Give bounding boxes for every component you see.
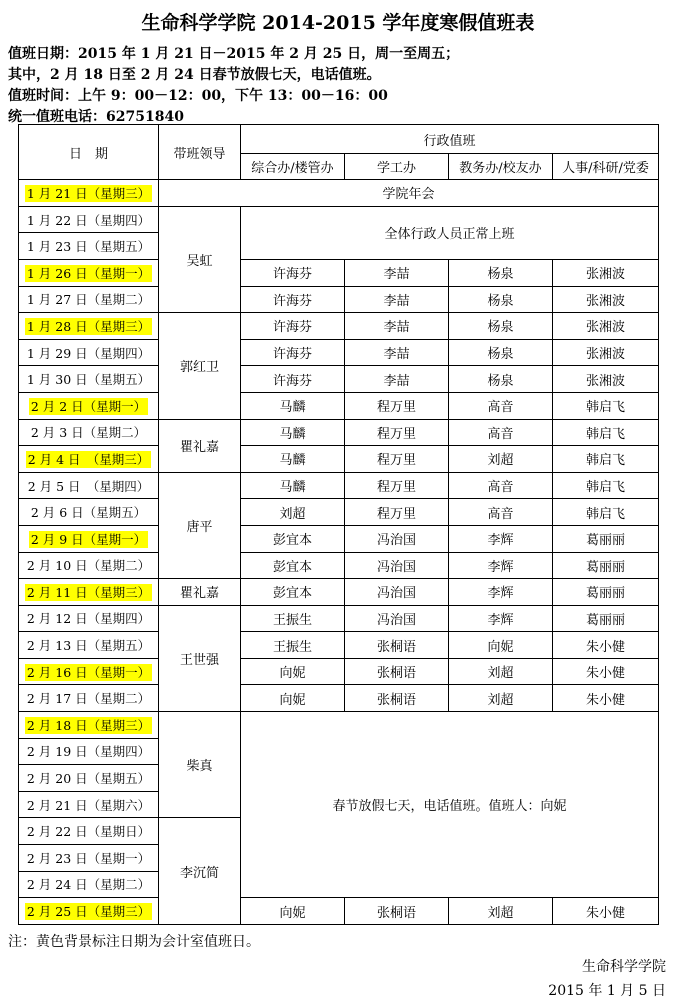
page-title: 生命科学学院 2014-2015 学年度寒假值班表 (141, 12, 535, 34)
duty-cell: 彭宜本 (241, 579, 345, 606)
date-cell (19, 233, 159, 260)
duty-cell: 韩启飞 (553, 446, 659, 473)
date-text: 2 月 13 日（星期五） (26, 638, 151, 654)
duty-cell: 朱小健 (553, 898, 659, 925)
duty-cell: 张湘波 (553, 259, 659, 286)
table-row (19, 313, 659, 340)
duty-cell: 高音 (449, 499, 553, 526)
duty-cell: 张桐语 (345, 632, 449, 659)
table-row (19, 206, 659, 233)
duty-cell: 韩启飞 (553, 499, 659, 526)
date-text: 2 月 2 日（星期一） (30, 398, 147, 414)
duty-cell: 张湘波 (553, 366, 659, 393)
table-row (19, 632, 659, 659)
duty-cell: 葛丽丽 (553, 525, 659, 552)
date-text: 2 月 24 日（星期二） (26, 877, 151, 893)
date-cell (19, 765, 159, 792)
duty-cell: 朱小健 (553, 685, 659, 712)
duty-cell: 葛丽丽 (553, 552, 659, 579)
duty-cell: 马麟 (241, 419, 345, 446)
duty-cell: 向妮 (241, 898, 345, 925)
date-text: 2 月 10 日（星期二） (26, 558, 151, 574)
duty-cell: 张桐语 (345, 898, 449, 925)
spring-festival-cell: 春节放假七天，电话值班。值班人：向妮 (241, 712, 659, 898)
date-cell (19, 845, 159, 872)
duty-cell: 程万里 (345, 446, 449, 473)
table-row (19, 446, 659, 473)
duty-cell: 高音 (449, 472, 553, 499)
signature-org: 生命科学学院 (582, 959, 666, 975)
duty-cell: 李喆 (345, 286, 449, 313)
table-row (19, 286, 659, 313)
duty-cell: 刘超 (449, 658, 553, 685)
date-text: 2 月 19 日（星期四） (26, 744, 151, 760)
date-cell (19, 818, 159, 845)
date-text: 2 月 5 日 （星期四） (27, 478, 150, 494)
table-row (19, 472, 659, 499)
duty-cell: 许海芬 (241, 366, 345, 393)
duty-cell: 冯治国 (345, 579, 449, 606)
duty-cell: 彭宜本 (241, 552, 345, 579)
duty-cell: 刘超 (241, 499, 345, 526)
duty-cell: 韩启飞 (553, 419, 659, 446)
table-row (19, 499, 659, 526)
date-cell (19, 579, 159, 606)
leader-cell: 李沉简 (159, 818, 241, 925)
duty-cell: 张湘波 (553, 286, 659, 313)
date-text: 2 月 16 日（星期一） (26, 664, 151, 680)
duty-cell: 朱小健 (553, 632, 659, 659)
duty-cell: 向妮 (241, 685, 345, 712)
date-text: 1 月 22 日（星期四） (26, 212, 151, 228)
duty-cell: 刘超 (449, 446, 553, 473)
duty-cell: 朱小健 (553, 658, 659, 685)
duty-cell: 王振生 (241, 632, 345, 659)
duty-cell: 刘超 (449, 898, 553, 925)
header-academic-office: 教务办/校友办 (449, 154, 553, 180)
date-text: 1 月 21 日（星期三） (26, 185, 151, 201)
date-text: 1 月 23 日（星期五） (26, 239, 151, 255)
date-cell (19, 313, 159, 340)
duty-hours-line: 值班时间：上午 9：00－12：00，下午 13：00－16：00 (8, 88, 388, 104)
date-text: 2 月 20 日（星期五） (26, 771, 151, 787)
date-text: 2 月 22 日（星期日） (26, 824, 151, 840)
table-row (19, 339, 659, 366)
table-row (19, 552, 659, 579)
duty-cell: 许海芬 (241, 259, 345, 286)
duty-cell: 杨泉 (449, 313, 553, 340)
table-row (19, 392, 659, 419)
date-cell (19, 446, 159, 473)
duty-cell: 程万里 (345, 499, 449, 526)
duty-cell: 李辉 (449, 525, 553, 552)
table-row (19, 259, 659, 286)
duty-cell: 许海芬 (241, 339, 345, 366)
duty-cell: 李喆 (345, 366, 449, 393)
leader-cell: 唐平 (159, 472, 241, 578)
duty-cell: 杨泉 (449, 366, 553, 393)
date-text: 2 月 6 日（星期五） (30, 505, 147, 521)
date-cell (19, 525, 159, 552)
duty-cell: 许海芬 (241, 313, 345, 340)
table-row (19, 366, 659, 393)
duty-cell: 杨泉 (449, 259, 553, 286)
duty-cell: 葛丽丽 (553, 579, 659, 606)
date-cell (19, 552, 159, 579)
duty-cell: 刘超 (449, 685, 553, 712)
date-cell (19, 259, 159, 286)
duty-schedule-table (18, 124, 659, 925)
duty-cell: 杨泉 (449, 286, 553, 313)
leader-cell: 王世强 (159, 605, 241, 711)
date-cell (19, 366, 159, 393)
header-student-affairs: 学工办 (345, 154, 449, 180)
header-personnel-office: 人事/科研/党委 (553, 154, 659, 180)
duty-cell: 李喆 (345, 259, 449, 286)
table-row (19, 898, 659, 925)
duty-cell: 张桐语 (345, 658, 449, 685)
date-cell (19, 339, 159, 366)
date-cell (19, 898, 159, 925)
duty-cell: 向妮 (241, 658, 345, 685)
leader-cell: 吴虹 (159, 206, 241, 312)
duty-cell: 张桐语 (345, 685, 449, 712)
duty-cell: 马麟 (241, 446, 345, 473)
date-text: 2 月 9 日（星期一） (30, 531, 147, 547)
duty-cell: 韩启飞 (553, 392, 659, 419)
duty-cell: 许海芬 (241, 286, 345, 313)
duty-cell: 李辉 (449, 579, 553, 606)
date-text: 2 月 23 日（星期一） (26, 850, 151, 866)
duty-cell: 马麟 (241, 392, 345, 419)
date-cell (19, 632, 159, 659)
duty-cell: 冯治国 (345, 525, 449, 552)
duty-phone-line: 统一值班电话：62751840 (8, 109, 184, 125)
duty-cell: 程万里 (345, 392, 449, 419)
table-row (19, 419, 659, 446)
signature-date: 2015 年 1 月 5 日 (548, 983, 666, 999)
duty-cell: 向妮 (449, 632, 553, 659)
duty-cell: 杨泉 (449, 339, 553, 366)
date-text: 1 月 27 日（星期二） (26, 292, 151, 308)
date-cell (19, 392, 159, 419)
date-text: 1 月 28 日（星期三） (26, 318, 151, 334)
date-cell (19, 472, 159, 499)
date-text: 1 月 26 日（星期一） (26, 265, 151, 281)
table-row (19, 579, 659, 606)
header-admin-duty: 行政值班 (241, 125, 659, 154)
duty-cell: 张湘波 (553, 313, 659, 340)
duty-cell: 李喆 (345, 339, 449, 366)
date-text: 2 月 12 日（星期四） (26, 611, 151, 627)
date-cell (19, 791, 159, 818)
date-cell (19, 206, 159, 233)
duty-cell: 马麟 (241, 472, 345, 499)
date-text: 2 月 25 日（星期三） (26, 904, 151, 920)
date-cell (19, 605, 159, 632)
date-text: 2 月 18 日（星期三） (26, 717, 151, 733)
date-cell (19, 286, 159, 313)
header-leader: 带班领导 (159, 125, 241, 180)
date-text: 2 月 4 日 （星期三） (27, 451, 150, 467)
duty-cell: 李辉 (449, 552, 553, 579)
date-text: 2 月 3 日（星期二） (30, 425, 147, 441)
date-cell (19, 685, 159, 712)
date-text: 1 月 29 日（星期四） (26, 345, 151, 361)
annual-meeting-cell: 学院年会 (159, 180, 659, 207)
duty-cell: 冯治国 (345, 552, 449, 579)
leader-cell: 柴真 (159, 712, 241, 818)
leader-cell: 瞿礼嘉 (159, 419, 241, 472)
duty-cell: 冯治国 (345, 605, 449, 632)
duty-cell: 高音 (449, 392, 553, 419)
date-cell (19, 419, 159, 446)
duty-cell: 李喆 (345, 313, 449, 340)
leader-cell: 瞿礼嘉 (159, 579, 241, 606)
date-text: 2 月 21 日（星期六） (26, 797, 151, 813)
table-row (19, 658, 659, 685)
table-row (19, 712, 659, 739)
leader-cell: 郭红卫 (159, 313, 241, 419)
duty-cell: 程万里 (345, 419, 449, 446)
duty-cell: 程万里 (345, 472, 449, 499)
date-cell (19, 180, 159, 207)
duty-cell: 彭宜本 (241, 525, 345, 552)
date-cell (19, 499, 159, 526)
table-row (19, 605, 659, 632)
table-row (19, 180, 659, 207)
duty-dates-line: 值班日期：2015 年 1 月 21 日－2015 年 2 月 25 日，周一至周五； (8, 46, 460, 62)
date-text: 1 月 30 日（星期五） (26, 372, 151, 388)
date-text: 2 月 17 日（星期二） (26, 691, 151, 707)
date-cell (19, 658, 159, 685)
table-row (19, 685, 659, 712)
duty-cell: 李辉 (449, 605, 553, 632)
header-general-office: 综合办/楼管办 (241, 154, 345, 180)
duty-cell: 王振生 (241, 605, 345, 632)
header-date: 日 期 (19, 125, 159, 180)
duty-cell: 高音 (449, 419, 553, 446)
duty-cell: 葛丽丽 (553, 605, 659, 632)
spring-festival-line: 其中，2 月 18 日至 2 月 24 日春节放假七天，电话值班。 (8, 67, 381, 83)
duty-cell: 韩启飞 (553, 472, 659, 499)
date-text: 2 月 11 日（星期三） (26, 584, 151, 600)
table-row (19, 525, 659, 552)
duty-cell: 张湘波 (553, 339, 659, 366)
normal-work-cell: 全体行政人员正常上班 (241, 206, 659, 259)
footnote: 注：黄色背景标注日期为会计室值班日。 (8, 934, 260, 950)
date-cell (19, 712, 159, 739)
date-cell (19, 871, 159, 898)
date-cell (19, 738, 159, 765)
